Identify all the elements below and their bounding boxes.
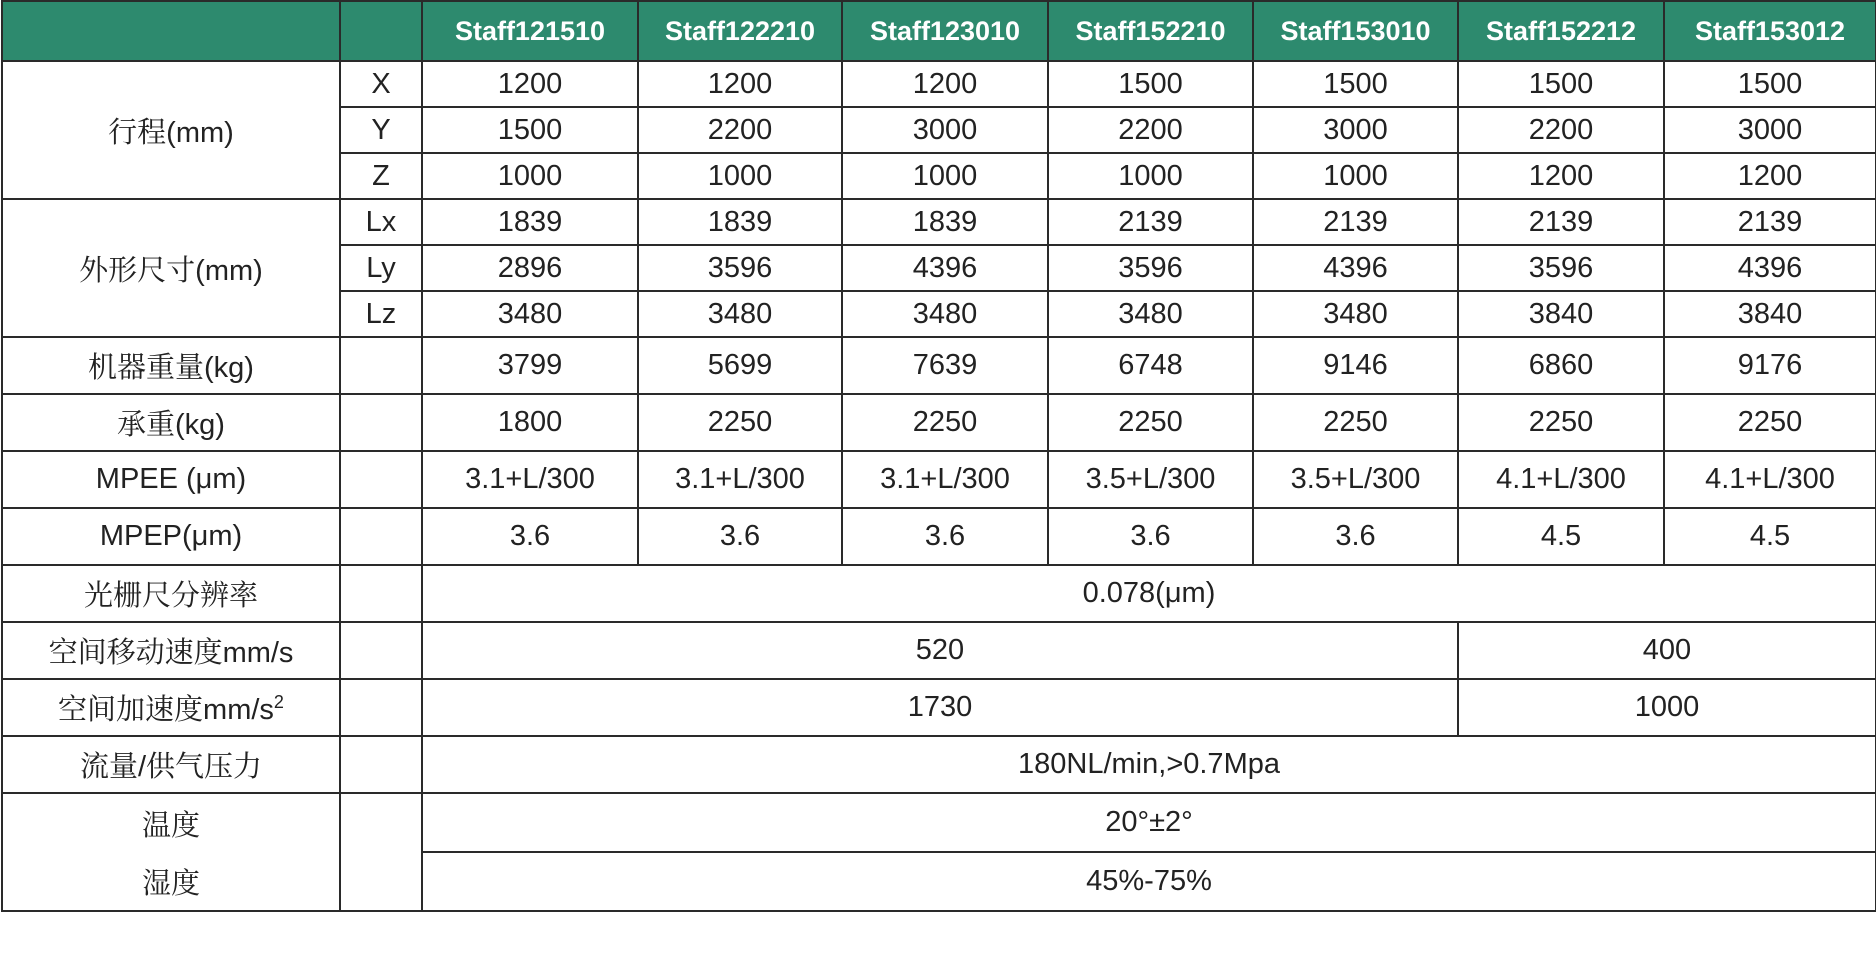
table-cell: 4.5 xyxy=(1458,508,1664,565)
table-cell: 6860 xyxy=(1458,337,1664,394)
header-row xyxy=(2,1,1876,61)
table-cell: 3.5+L/300 xyxy=(1048,451,1253,508)
accel-label-sup: 2 xyxy=(273,692,284,712)
table-cell: 9146 xyxy=(1253,337,1458,394)
table-cell: 6748 xyxy=(1048,337,1253,394)
merged-cell: 1730 xyxy=(422,679,1458,736)
dimensions-lx-row xyxy=(2,199,1876,245)
table-cell: 1839 xyxy=(638,199,842,245)
table-cell: 3000 xyxy=(1664,107,1876,153)
table-cell: 1500 xyxy=(1458,61,1664,107)
model-header: Staff153012 xyxy=(1664,1,1876,61)
table-cell: 3840 xyxy=(1664,291,1876,337)
resolution-label: 光栅尺分辨率 xyxy=(2,565,340,622)
axis-label: X xyxy=(340,61,422,107)
table-cell: 4.1+L/300 xyxy=(1664,451,1876,508)
empty-axis-cell xyxy=(340,508,422,565)
table-cell: 2200 xyxy=(1048,107,1253,153)
table-cell: 2250 xyxy=(638,394,842,451)
axis-label: Z xyxy=(340,153,422,199)
accel-label-text: 空间加速度mm/s xyxy=(58,694,274,726)
empty-axis-cell xyxy=(340,337,422,394)
table-cell: 3.5+L/300 xyxy=(1253,451,1458,508)
table-cell: 2250 xyxy=(842,394,1048,451)
table-cell: 3.1+L/300 xyxy=(842,451,1048,508)
table-cell: 3480 xyxy=(1048,291,1253,337)
table-cell: 1500 xyxy=(1253,61,1458,107)
table-cell: 3.1+L/300 xyxy=(638,451,842,508)
table-cell: 1000 xyxy=(842,153,1048,199)
mpee-label: MPEE (μm) xyxy=(2,451,340,508)
model-header: Staff152212 xyxy=(1458,1,1664,61)
table-cell: 1000 xyxy=(1048,153,1253,199)
table-cell: 1200 xyxy=(638,61,842,107)
weight-label: 机器重量(kg) xyxy=(2,337,340,394)
dimensions-label: 外形尺寸(mm) xyxy=(2,199,340,337)
table-cell: 4.1+L/300 xyxy=(1458,451,1664,508)
merged-cell: 20°±2° xyxy=(422,793,1876,852)
empty-axis-cell xyxy=(340,622,422,679)
table-cell: 3.6 xyxy=(1048,508,1253,565)
table-cell: 2139 xyxy=(1664,199,1876,245)
table-cell: 2200 xyxy=(638,107,842,153)
temperature-label: 温度 xyxy=(2,793,340,852)
humidity-row xyxy=(2,852,1876,911)
table-cell: 4396 xyxy=(1253,245,1458,291)
table-cell: 1000 xyxy=(638,153,842,199)
table-cell: 1500 xyxy=(1664,61,1876,107)
table-cell: 2250 xyxy=(1253,394,1458,451)
table-cell: 1839 xyxy=(842,199,1048,245)
table-cell: 1200 xyxy=(422,61,638,107)
merged-cell: 520 xyxy=(422,622,1458,679)
table-cell: 1000 xyxy=(422,153,638,199)
table-cell: 1200 xyxy=(1458,153,1664,199)
model-header: Staff122210 xyxy=(638,1,842,61)
table-cell: 1500 xyxy=(1048,61,1253,107)
table-cell: 3480 xyxy=(638,291,842,337)
table-cell: 1200 xyxy=(1664,153,1876,199)
speed-label: 空间移动速度mm/s xyxy=(2,622,340,679)
table-cell: 7639 xyxy=(842,337,1048,394)
load-label: 承重(kg) xyxy=(2,394,340,451)
table-cell: 2139 xyxy=(1253,199,1458,245)
merged-cell: 0.078(μm) xyxy=(422,565,1876,622)
model-header: Staff152210 xyxy=(1048,1,1253,61)
table-cell: 3596 xyxy=(1048,245,1253,291)
axis-label: Y xyxy=(340,107,422,153)
table-cell: 1839 xyxy=(422,199,638,245)
table-cell: 2200 xyxy=(1458,107,1664,153)
speed-row xyxy=(2,622,1876,679)
table-cell: 3840 xyxy=(1458,291,1664,337)
model-header: Staff153010 xyxy=(1253,1,1458,61)
empty-axis-cell xyxy=(340,679,422,736)
table-cell: 3000 xyxy=(1253,107,1458,153)
mpee-row xyxy=(2,451,1876,508)
table-cell: 2250 xyxy=(1458,394,1664,451)
mpep-row xyxy=(2,508,1876,565)
table-cell: 3.6 xyxy=(638,508,842,565)
accel-row xyxy=(2,679,1876,736)
axis-label: Lz xyxy=(340,291,422,337)
table-cell: 3.6 xyxy=(422,508,638,565)
empty-axis-cell xyxy=(340,394,422,451)
table-cell: 3480 xyxy=(842,291,1048,337)
temperature-row xyxy=(2,793,1876,852)
accel-label xyxy=(2,679,340,736)
table-cell: 2250 xyxy=(1048,394,1253,451)
weight-row xyxy=(2,337,1876,394)
airflow-row xyxy=(2,736,1876,793)
table-cell: 3480 xyxy=(422,291,638,337)
resolution-row xyxy=(2,565,1876,622)
table-cell: 2896 xyxy=(422,245,638,291)
table-cell: 3.6 xyxy=(842,508,1048,565)
model-header: Staff123010 xyxy=(842,1,1048,61)
axis-label: Ly xyxy=(340,245,422,291)
load-row xyxy=(2,394,1876,451)
travel-x-row xyxy=(2,61,1876,107)
table-cell: 1500 xyxy=(422,107,638,153)
table-cell: 4396 xyxy=(1664,245,1876,291)
table-cell: 1200 xyxy=(842,61,1048,107)
table-cell: 2250 xyxy=(1664,394,1876,451)
table-cell: 3480 xyxy=(1253,291,1458,337)
table-cell: 3596 xyxy=(1458,245,1664,291)
table-cell: 3799 xyxy=(422,337,638,394)
airflow-label: 流量/供气压力 xyxy=(2,736,340,793)
merged-cell: 400 xyxy=(1458,622,1876,679)
mpep-label: MPEP(μm) xyxy=(2,508,340,565)
table-cell: 3596 xyxy=(638,245,842,291)
table-cell: 4.5 xyxy=(1664,508,1876,565)
table-cell: 1000 xyxy=(1253,153,1458,199)
merged-cell: 45%-75% xyxy=(422,852,1876,911)
table-cell: 2139 xyxy=(1458,199,1664,245)
merged-cell: 1000 xyxy=(1458,679,1876,736)
table-cell: 2139 xyxy=(1048,199,1253,245)
empty-axis-cell xyxy=(340,793,422,911)
header-corner xyxy=(2,1,340,61)
empty-axis-cell xyxy=(340,736,422,793)
spec-table xyxy=(1,0,1876,912)
axis-label: Lx xyxy=(340,199,422,245)
empty-axis-cell xyxy=(340,451,422,508)
table-cell: 3.6 xyxy=(1253,508,1458,565)
table-cell: 3000 xyxy=(842,107,1048,153)
table-cell: 1800 xyxy=(422,394,638,451)
table-cell: 9176 xyxy=(1664,337,1876,394)
travel-label: 行程(mm) xyxy=(2,61,340,199)
humidity-label: 湿度 xyxy=(2,852,340,911)
table-cell: 5699 xyxy=(638,337,842,394)
empty-axis-cell xyxy=(340,565,422,622)
merged-cell: 180NL/min,>0.7Mpa xyxy=(422,736,1876,793)
table-cell: 4396 xyxy=(842,245,1048,291)
header-axis-corner xyxy=(340,1,422,61)
table-cell: 3.1+L/300 xyxy=(422,451,638,508)
model-header: Staff121510 xyxy=(422,1,638,61)
